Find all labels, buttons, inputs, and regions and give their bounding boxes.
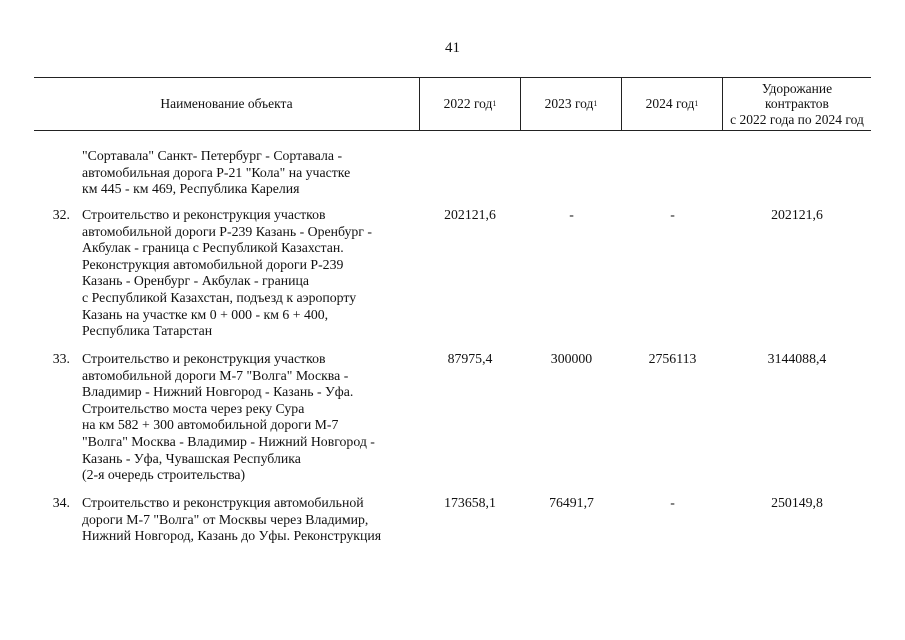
- text-line: на км 582 + 300 автомобильной дороги М-7: [82, 417, 339, 433]
- text-line: Казань на участке км 0 + 000 - км 6 + 400,: [82, 306, 329, 322]
- text-line: Республика Татарстан: [82, 323, 213, 339]
- row-number: 32.: [52, 207, 70, 222]
- text-line: (2-я очередь строительства): [82, 467, 246, 483]
- text-line: Владимир - Нижний Новгород - Казань - Уфа.: [82, 384, 354, 400]
- value-2023: -: [569, 207, 574, 222]
- text-line: Строительство и реконструкция участков: [82, 351, 326, 366]
- text-line: "Волга" Москва - Владимир - Нижний Новгород -: [82, 433, 375, 449]
- header-2023: 2023 год 1: [544, 96, 598, 112]
- value-2022: 173658,1: [444, 495, 496, 510]
- header-name: Наименование объекта: [160, 96, 293, 112]
- page-number: 41: [445, 40, 460, 56]
- value-2022: 202121,6: [444, 207, 496, 222]
- value-2024: 2756113: [648, 351, 697, 366]
- text-line: км 445 - км 469, Республика Карелия: [82, 181, 300, 197]
- value-2024: -: [670, 495, 675, 510]
- header-cost-increase: Удорожание контрактов с 2022 года по 2024 год: [730, 80, 864, 127]
- object-name: [82, 495, 381, 545]
- object-name: [82, 351, 375, 484]
- text-line: автомобильной дороги М-7 "Волга" Москва -: [82, 367, 349, 383]
- value-total: 250149,8: [771, 495, 823, 510]
- text-line: Казань - Уфа, Чувашская Республика: [82, 450, 301, 466]
- header-bottom-rule: [34, 130, 871, 131]
- value-2024: -: [670, 207, 675, 222]
- text-line: автомобильная дорога Р-21 "Кола" на участке: [82, 164, 351, 180]
- text-line: Строительство и реконструкция участков: [82, 207, 326, 222]
- value-2023: 300000: [550, 351, 593, 366]
- text-line: Нижний Новгород, Казань до Уфы. Реконструкция: [82, 528, 382, 544]
- object-name: [82, 207, 372, 340]
- text-line: Казань - Оренбург - Акбулак - граница: [82, 273, 309, 289]
- value-total: 202121,6: [771, 207, 823, 222]
- text-line: дороги М-7 "Волга" от Москвы через Владимир,: [82, 511, 369, 527]
- value-total: 3144088,4: [767, 351, 827, 366]
- text-line: "Сортавала" Санкт- Петербург - Сортавала -: [82, 148, 343, 163]
- value-2023: 76491,7: [549, 495, 594, 510]
- header-2022: 2022 год 1: [443, 96, 497, 112]
- value-2022: 87975,4: [447, 351, 493, 366]
- text-line: Реконструкция автомобильной дороги Р-239: [82, 256, 344, 272]
- text-line: с Республикой Казахстан, подъезд к аэропорту: [82, 289, 357, 305]
- text-line: автомобильной дороги Р-239 Казань - Оренбург -: [82, 223, 372, 239]
- text-line: Строительство моста через реку Сура: [82, 400, 305, 416]
- header-2024: 2024 год 1: [645, 96, 699, 112]
- text-line: Строительство и реконструкция автомобильной: [82, 495, 364, 510]
- row-number: 34.: [52, 495, 70, 510]
- continuation-text: [82, 148, 350, 198]
- text-line: Акбулак - граница с Республикой Казахстан.: [82, 240, 344, 256]
- row-number: 33.: [52, 351, 70, 366]
